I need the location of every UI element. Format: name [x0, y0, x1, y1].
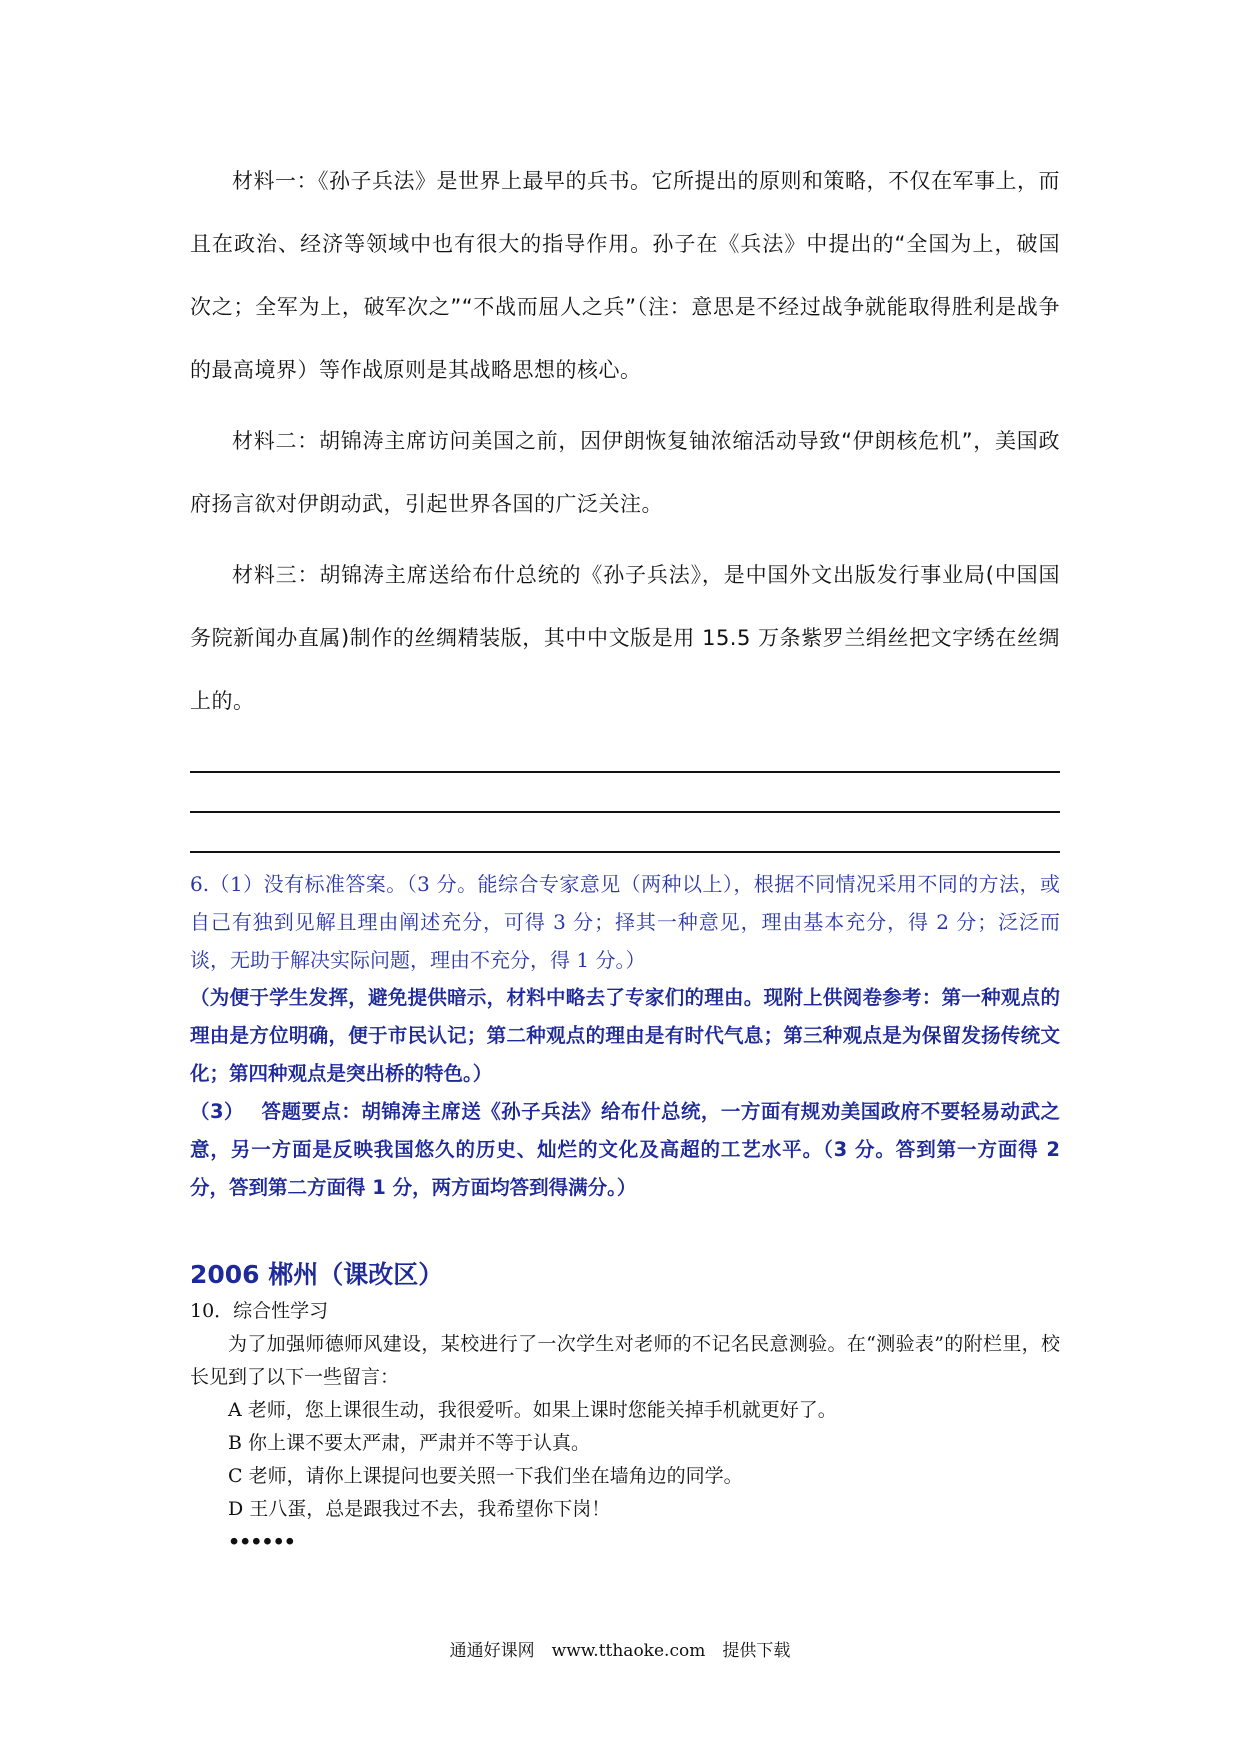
answer-line [190, 811, 1060, 851]
answer-lines [190, 771, 1060, 865]
material-three: 材料三：胡锦涛主席送给布什总统的《孙子兵法》，是中国外文出版发行事业局(中国国务院新闻办直属)制作的丝绸精装版，其中中文版是用 15.5 万条紫罗兰绢丝把文字绣在丝绸上的。 [190, 563, 1060, 713]
question-intro: 为了加强师德师风建设，某校进行了一次学生对老师的不记名民意测验。在“测验表”的附栏里，校长见到了以下一些留言： [190, 1333, 1060, 1388]
question-title: 10．综合性学习 [190, 1300, 329, 1322]
message-d: D 王八蛋，总是跟我过不去，我希望你下岗！ [228, 1498, 611, 1520]
document-page [190, 150, 1060, 1559]
answer-line [190, 771, 1060, 811]
ellipsis: •••••• [228, 1531, 295, 1553]
message-a: A 老师，您上课很生动，我很爱听。如果上课时您能关掉手机就更好了。 [228, 1399, 837, 1421]
material-two: 材料二：胡锦涛主席访问美国之前，因伊朗恢复铀浓缩活动导致“伊朗核危机”，美国政府扬言欲对伊朗动武，引起世界各国的广泛关注。 [190, 429, 1060, 516]
answer-key [190, 865, 1060, 1207]
answer-line [190, 851, 1060, 865]
material-one: 材料一：《孙子兵法》是世界上最早的兵书。它所提出的原则和策略，不仅在军事上，而且在政治、经济等领域中也有很大的指导作用。孙子在《兵法》中提出的“全国为上，破国次之；全军为上，破军次之”“不战而屈人之兵”（注：意思是不经过战争就能取得胜利是战争的最高境界）等作战原则是其战略思想的核心。 [190, 169, 1060, 382]
section-title: 2006 郴州（课改区） [190, 1260, 444, 1289]
message-c: C 老师，请你上课提问也要关照一下我们坐在墙角边的同学。 [228, 1465, 743, 1487]
page-footer: 通通好课网 www.tthaoke.com 提供下载 [449, 1641, 791, 1661]
answer-note: （为便于学生发挥，避免提供暗示，材料中略去了专家们的理由。现附上供阅卷参考：第一种观点的理由是方位明确，便于市民认记；第二种观点的理由是有时代气息；第三种观点是为保留发扬传统文化；第四种观点是突出桥的特色。） [190, 986, 1060, 1085]
answer-part-3: （3） 答题要点：胡锦涛主席送《孙子兵法》给布什总统，一方面有规劝美国政府不要轻易动武之意，另一方面是反映我国悠久的历史、灿烂的文化及高超的工艺水平。（3 分。答到第一方面得 2 分，答到第二方面得 1 分，两方面均答到得满分。） [190, 1100, 1060, 1199]
answer-part-1: 6.（1）没有标准答案。（3 分。能综合专家意见（两种以上），根据不同情况采用不同的方法，或自己有独到见解且理由阐述充分，可得 3 分；择其一种意见，理由基本充分，得 2 分；泛泛而谈，无助于解决实际问题，理由不充分，得 1 分。） [190, 872, 1060, 972]
question-block [190, 1295, 1060, 1559]
message-b: B 你上课不要太严肃，严肃并不等于认真。 [228, 1432, 591, 1454]
